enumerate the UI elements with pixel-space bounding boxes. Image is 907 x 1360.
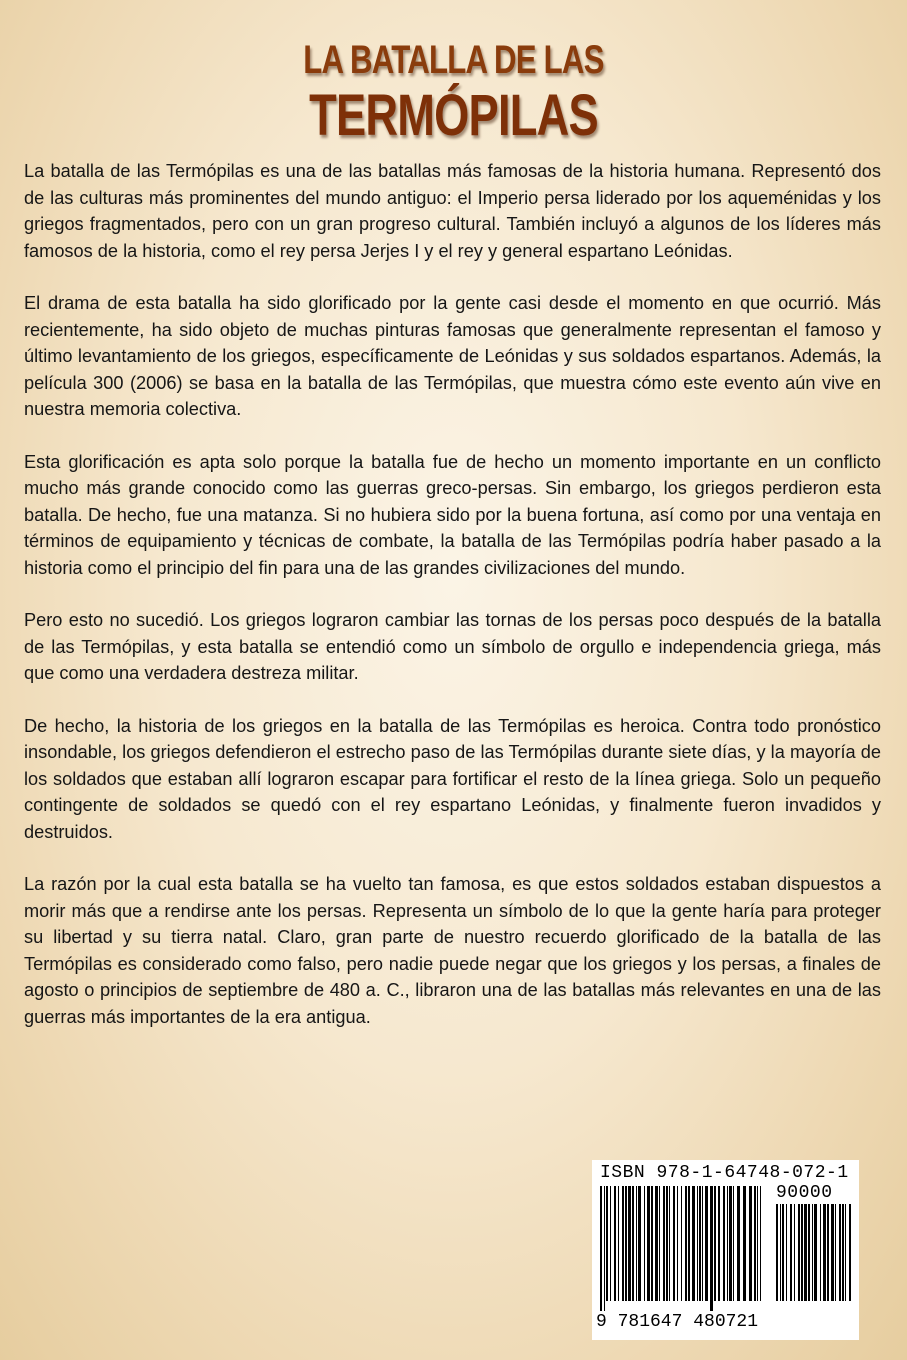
paragraph-2: El drama de esta batalla ha sido glorificado por la gente casi desde el momento en que ocurrió. Más recientemente, ha sido objeto de muchas pinturas famosas que generalmente representan el famoso y último levantamiento de los griegos, específicamente de Leónidas y sus soldados espartanos. Además, la película 300 (2006) se basa en la batalla de las Termópilas, que muestra cómo este evento aún vive en nuestra memoria colectiva. bbox=[24, 293, 881, 419]
barcode-bar bbox=[845, 1204, 846, 1301]
barcode-bar bbox=[798, 1204, 800, 1301]
barcode-bar bbox=[723, 1186, 725, 1301]
barcode-bar bbox=[710, 1186, 713, 1311]
paragraph-5: De hecho, la historia de los griegos en la batalla de las Termópilas es heroica. Contra todo pronóstico insondable, los griegos defendieron el estrecho paso de las Termópilas durante siete días, y la mayoría de los soldados que estaban allí lograron escapar para fortificar el resto de la línea griega. Solo un pequeño contingente de soldados se quedó con el rey espartano Leónidas, y finalmente fueron invadidos y destruidos. bbox=[24, 715, 881, 842]
paragraph-6: La razón por la cual esta batalla se ha vuelto tan famosa, es que estos soldados estaban dispuestos a morir más que a rendirse ante los persas. Representa un símbolo de lo que la gente haría para proteger su libertad y su tierra natal. Claro, gran parte de nuestro recuerdo glorificado de la batalla de las Termópilas es considerado como falso, pero nadie puede negar que los griegos y los persas, a finales de agosto o principios de septiembre de 480 a. C., libraron una de las batallas más relevantes en una de las guerras más importantes de la era antigua. bbox=[24, 874, 881, 1027]
barcode-bar bbox=[692, 1186, 695, 1301]
barcode-bar bbox=[628, 1186, 631, 1301]
barcode-bar bbox=[699, 1186, 701, 1301]
barcode-bar bbox=[697, 1186, 698, 1301]
barcode-bar bbox=[647, 1186, 650, 1301]
barcode-bar bbox=[600, 1186, 602, 1311]
barcode-bar bbox=[685, 1186, 687, 1301]
title-line-1: LA BATALLA DE LAS bbox=[303, 38, 604, 82]
barcode-bar bbox=[604, 1186, 605, 1311]
barcode-bar bbox=[666, 1186, 668, 1301]
barcode-bar bbox=[794, 1204, 795, 1301]
paragraph-4: Pero esto no sucedió. Los griegos lograron cambiar las tornas de los persas poco después de la batalla de las Termópilas, y esta batalla se entendió como un símbolo de orgullo e independencia griega, más que como una verdadera destreza militar. bbox=[24, 610, 881, 683]
barcode-bar bbox=[610, 1186, 611, 1301]
barcode-bar bbox=[786, 1204, 787, 1301]
barcode-bar bbox=[659, 1186, 660, 1301]
barcode-bar bbox=[831, 1204, 834, 1301]
barcode-bar bbox=[614, 1186, 616, 1301]
paragraph-3: Esta glorificación es apta solo porque la batalla fue de hecho un momento importante en un conflicto mucho más grande conocido como las guerras greco-persas. Sin embargo, los griegos perdieron esta batalla. De hecho, fue una matanza. Si no hubiera sido por la buena fortuna, así como por una ventaja en términos de equipamiento y técnicas de combate, la batalla de las Termópilas podría haber pasado a la historia como el principio del fin para una de las grandes civilizaciones del mundo. bbox=[24, 451, 881, 578]
barcode-bar bbox=[622, 1186, 624, 1301]
barcode-bar bbox=[702, 1186, 703, 1301]
barcode-bar bbox=[743, 1186, 746, 1301]
barcode-bar bbox=[638, 1186, 641, 1301]
barcode-bar bbox=[801, 1204, 803, 1301]
barcode-bar bbox=[705, 1186, 708, 1301]
barcode-bar bbox=[681, 1186, 682, 1301]
barcode-bar bbox=[727, 1186, 728, 1301]
barcode-bar bbox=[636, 1186, 637, 1301]
barcode-bar bbox=[718, 1186, 720, 1301]
barcode-bar bbox=[606, 1186, 608, 1301]
barcode-bar bbox=[849, 1204, 851, 1301]
isbn-barcode bbox=[592, 1160, 859, 1340]
barcode-bar bbox=[651, 1186, 653, 1301]
barcode-bar bbox=[760, 1186, 761, 1301]
barcode-bar bbox=[625, 1186, 627, 1301]
title-line-2: TERMÓPILAS bbox=[309, 83, 598, 148]
barcode-bar bbox=[790, 1204, 792, 1301]
barcode-bar bbox=[737, 1186, 740, 1301]
barcode-bar bbox=[812, 1204, 813, 1301]
barcode-bar bbox=[733, 1186, 734, 1301]
barcode-bar bbox=[835, 1204, 836, 1301]
barcode-bar bbox=[655, 1186, 658, 1301]
barcode-bar bbox=[814, 1204, 817, 1301]
paragraph-1: La batalla de las Termópilas es una de las batallas más famosas de la historia humana. Representó dos de las culturas más prominentes del mundo antiguo: el Imperio persa liderado por los aqueménidas y los griegos fragmentados, pero con un gran progreso cultural. También incluyó a algunos de los líderes más famosos de la historia, como el rey persa Jerjes I y el rey y general espartano Leónidas. bbox=[24, 161, 881, 261]
barcode-bar bbox=[688, 1186, 690, 1301]
ean-digits: 9 781647 480721 bbox=[596, 1312, 759, 1332]
barcode-main-bars bbox=[600, 1186, 764, 1311]
barcode-bar bbox=[677, 1186, 678, 1301]
barcode-bar bbox=[827, 1204, 829, 1301]
barcode-addon-bars bbox=[776, 1204, 852, 1311]
barcode-bar bbox=[673, 1186, 675, 1301]
barcode-bar bbox=[644, 1186, 645, 1301]
barcode-bar bbox=[842, 1204, 844, 1301]
barcode-bar bbox=[804, 1204, 807, 1301]
barcode-bar bbox=[782, 1204, 784, 1301]
barcode-bar bbox=[757, 1186, 758, 1301]
isbn-label: ISBN 978-1-64748-072-1 bbox=[600, 1163, 849, 1183]
blurb-text bbox=[24, 158, 881, 1056]
barcode-bar bbox=[808, 1204, 810, 1301]
barcode-bar bbox=[776, 1204, 778, 1301]
barcode-bar bbox=[729, 1186, 732, 1301]
price-code: 90000 bbox=[776, 1183, 833, 1203]
barcode-bar bbox=[618, 1186, 619, 1301]
barcode-bar bbox=[669, 1186, 670, 1301]
barcode-bar bbox=[780, 1204, 781, 1301]
barcode-bar bbox=[754, 1186, 756, 1301]
barcode-bar bbox=[839, 1204, 841, 1301]
barcode-bar bbox=[749, 1186, 752, 1301]
barcode-bar bbox=[820, 1204, 821, 1301]
barcode-bar bbox=[632, 1186, 634, 1301]
barcode-bar bbox=[663, 1186, 665, 1301]
barcode-bar bbox=[823, 1204, 826, 1301]
barcode-bar bbox=[714, 1186, 716, 1301]
